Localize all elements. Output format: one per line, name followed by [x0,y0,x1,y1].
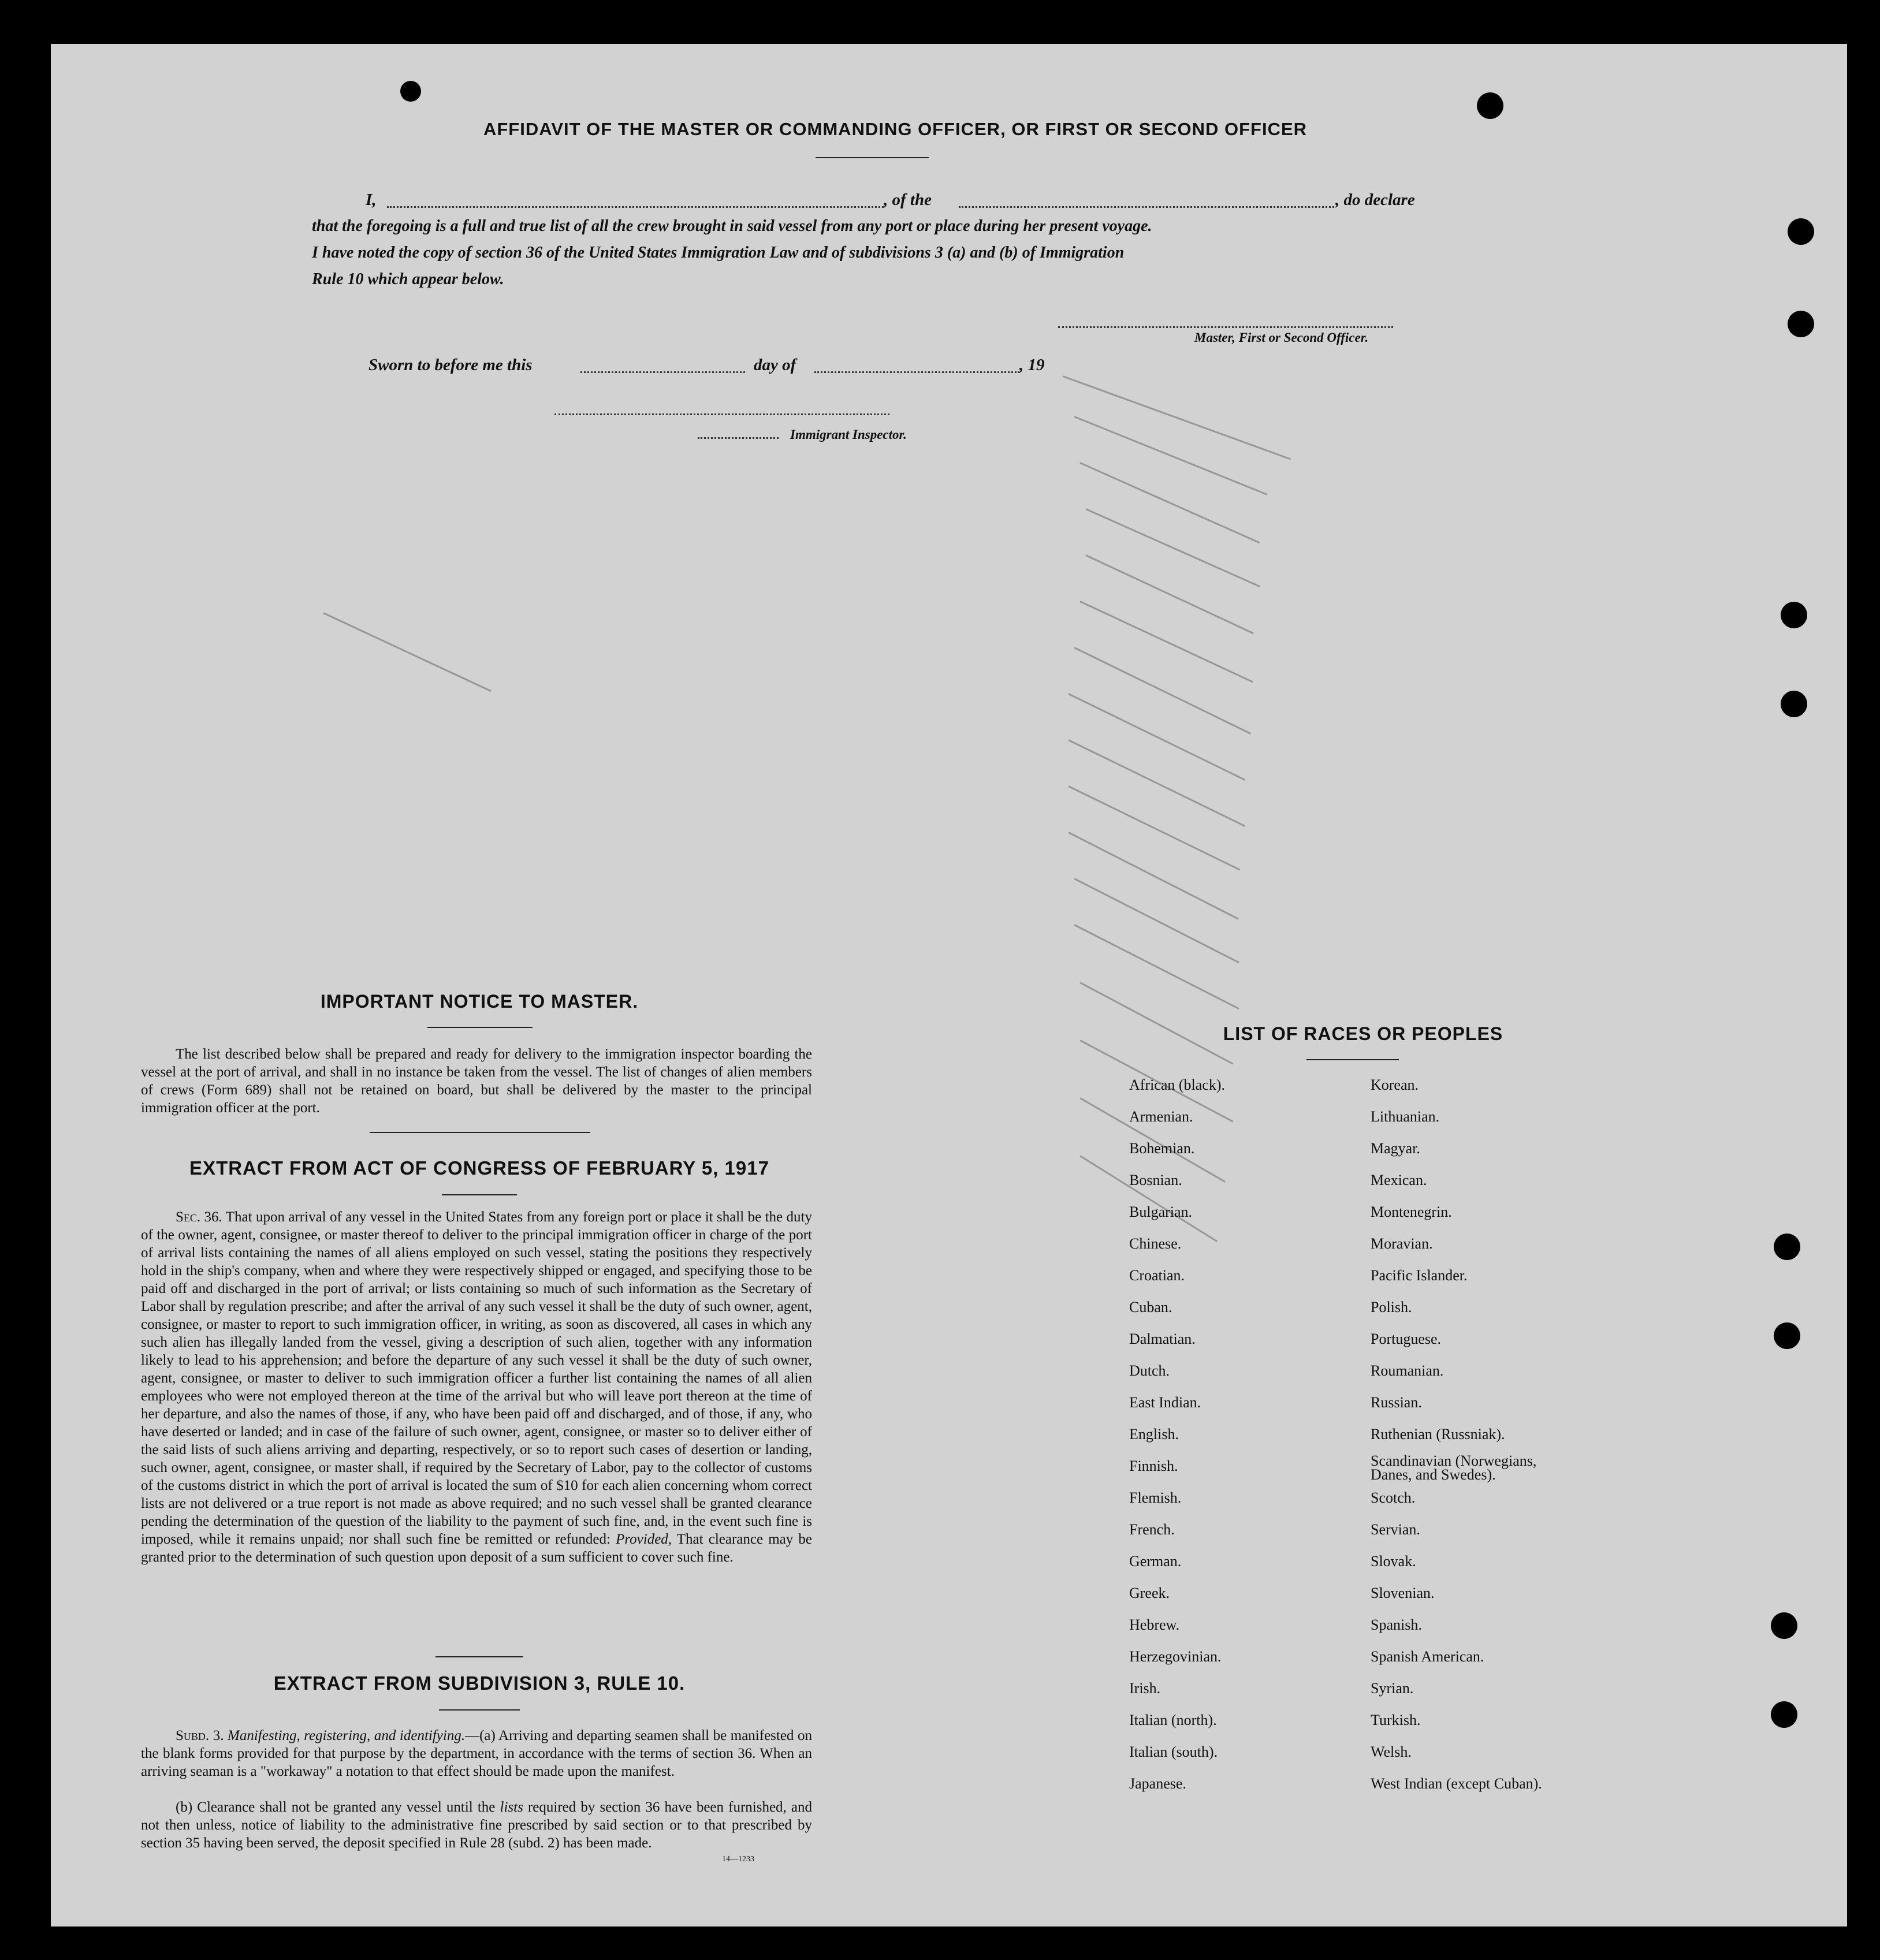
act-title: EXTRACT FROM ACT OF CONGRESS OF FEBRUARY 5, 1917 [189,1157,769,1179]
of-the-label: , of the [884,191,932,209]
race-item: Dutch. [1129,1362,1170,1379]
race-item: Scandinavian (Norwegians, Danes, and Swedes). [1371,1452,1537,1483]
year-label: , 19 [1019,356,1045,374]
act-underline [442,1194,517,1195]
race-item: Bulgarian. [1129,1203,1193,1220]
sworn-day-field[interactable] [580,371,745,373]
para-b-start: (b) Clearance shall not be granted any vessel until the [176,1799,496,1815]
race-item: West Indian (except Cuban). [1371,1775,1542,1792]
act-body [141,1208,812,1566]
race-item: Herzegovinian. [1129,1648,1222,1665]
races-title: LIST OF RACES OR PEOPLES [1223,1023,1503,1044]
do-declare-label: , do declare [1335,191,1415,209]
inspector-label: Immigrant Inspector. [790,427,907,442]
punch-hole [1781,602,1807,628]
race-item: German. [1129,1553,1182,1570]
race-item: Pacific Islander. [1371,1267,1468,1284]
vessel-name-field[interactable] [959,206,1334,208]
race-item: Italian (south). [1129,1743,1218,1760]
race-item: Armenian. [1129,1108,1193,1125]
race-item: Flemish. [1129,1489,1182,1506]
affidavit-line-3: I have noted the copy of section 36 of the United States Immigration Law and of subdivisions 3 (a) and (b) of Immigration [312,244,1125,262]
race-item: East Indian. [1129,1394,1201,1411]
punch-hole [1477,92,1503,119]
race-item: Irish. [1129,1680,1161,1697]
race-item: Spanish American. [1371,1648,1484,1665]
race-item: Lithuanian. [1371,1108,1440,1125]
document-page [51,44,1847,1927]
punch-hole [1788,311,1814,337]
race-item: Korean. [1371,1076,1419,1093]
race-item: Slovenian. [1371,1585,1435,1601]
rule-para-b [141,1798,812,1852]
para-b-end: required by section 36 have been furnished, and not then unless, notice of liability to the administrative fine prescribed by said section or to that prescribed by section 35 having been served, the deposit specified in Rule 28 (subd. 2) has been made. [141,1799,813,1851]
punch-hole [1774,1322,1800,1349]
affidavit-line-2: that the foregoing is a full and true list of all the crew brought in said vessel from any port or place during her present voyage. [312,217,1152,235]
notice-underline [427,1027,533,1028]
race-item: Servian. [1371,1521,1420,1538]
race-item: English. [1129,1426,1179,1443]
race-item: Bosnian. [1129,1172,1182,1188]
subd-label: Subd. 3. [176,1728,224,1743]
race-item: Ruthenian (Russniak). [1371,1426,1505,1443]
inspector-name-field[interactable] [698,437,779,439]
section-36-text: That upon arrival of any vessel in the United States from any foreign port or place it shall be the duty of the owner, agent, consignee, or master thereof to deliver to the principal immigration officer in charge of the port of arrival lists containing the names of all aliens employed on such vessel, stating the positions they respectively hold in the ship's company, when and where they were respectively shipped or engaged, and specifying those to be paid off and discharged in the port of arrival; or lists containing so much of such information as the Secretary of Labor shall by regulation prescribe; and after the arrival of any such vessel it shall be the duty of such owner, agent, consignee, or master to report to such immigration officer, in writing, as soon as discovered, all cases in which any such alien has illegally landed from the vessel, giving a description of such alien, together with any information likely to lead to his apprehension; and before the departure of any such vessel it shall be the duty of such owner, agent, consignee, or master to deliver to such immigration officer a further list containing the names of all alien employees who were not employed thereon at the time of the arrival but who will leave port thereon at the time of her departure, and also the names of those, if any, who have been paid off and discharged, and of those, if any, who have deserted or landed; and in case of the failure of such owner, agent, consignee, or master so to deliver either of the said lists of such aliens arriving and departing, respectively, or so to report such cases of desertion or landing, such owner, agent, consignee, or master shall, if required by the Secretary of Labor, pay to the collector of customs of the customs district in which the port of arrival is located the sum of $10 for each alien concerning whom correct lists are not delivered or a true report is not made as above required; and no such vessel shall be granted clearance pending the determination of the question of the liability to the payment of such fine, and, in the event such fine is imposed, while it remains unpaid; nor shall such fine be remitted or refunded: [141,1209,812,1547]
race-item: Mexican. [1371,1172,1427,1188]
race-item: Greek. [1129,1585,1170,1601]
punch-hole [1771,1612,1797,1639]
race-item: Portuguese. [1371,1331,1442,1347]
race-item: Hebrew. [1129,1616,1180,1633]
notice-body: The list described below shall be prepared and ready for delivery to the immigration inspector boarding the vessel at the port of arrival, and shall in no instance be taken from the vessel. The list of changes of alien members of crews (Form 689) shall not be retained on board, but shall be delivered by the master to the principal immigration officer at the port. [141,1046,812,1116]
punch-hole [1788,218,1814,245]
race-item: Dalmatian. [1129,1331,1196,1347]
affidavit-title: AFFIDAVIT OF THE MASTER OR COMMANDING OFFICER, OR FIRST OR SECOND OFFICER [483,119,1308,139]
race-item: Spanish. [1371,1616,1422,1633]
race-item: Japanese. [1129,1775,1186,1792]
form-number: 14—1233 [722,1855,754,1864]
day-of-label: day of [754,356,796,374]
subd-para-a-text: —(a) Arriving and departing seamen shall be manifested on the blank forms provided for that purpose by the department, in accordance with the terms of section 36. When an arriving seaman is a "workaway" a notation to that effect should be made upon the manifest. [141,1728,812,1779]
punch-hole [1781,691,1807,717]
section-36-proviso: That clearance may be granted prior to the determination of such question upon deposit of a sum sufficient to cover such fine. [141,1532,812,1565]
provided-word: Provided, [616,1532,672,1547]
rule-title: EXTRACT FROM SUBDIVISION 3, RULE 10. [273,1672,686,1694]
subd-heading: Manifesting, registering, and identifying. [228,1728,466,1743]
title-underline [816,157,929,158]
punch-hole [1774,1234,1800,1260]
race-item: Magyar. [1371,1140,1420,1157]
races-underline [1306,1059,1399,1060]
race-item: Roumanian. [1371,1362,1444,1379]
race-item: Italian (north). [1129,1712,1217,1728]
declarant-name-field[interactable] [387,206,884,208]
race-item: Scotch. [1371,1489,1416,1506]
section-36-label: Sec. 36. [176,1209,222,1225]
para-b-lists: lists [500,1799,523,1815]
rule-underline [439,1709,520,1711]
rule-para-a [141,1727,812,1780]
race-item: Polish. [1371,1299,1412,1316]
race-item: Finnish. [1129,1458,1178,1474]
punch-hole [400,81,421,102]
section-divider [370,1132,590,1133]
declarant-label: I, [366,191,377,209]
race-item: Cuban. [1129,1299,1172,1316]
inspector-signature-field[interactable] [554,413,889,415]
race-item: Chinese. [1129,1235,1182,1252]
race-item: French. [1129,1521,1175,1538]
race-item: Moravian. [1371,1235,1433,1252]
race-item: Slovak. [1371,1553,1416,1570]
signature-field[interactable] [1058,326,1393,328]
affidavit-line-4: Rule 10 which appear below. [312,270,504,288]
race-item: Bohemian. [1129,1140,1195,1157]
punch-hole [1771,1701,1797,1728]
sworn-label: Sworn to before me this [368,356,533,374]
sworn-month-field[interactable] [814,371,1019,373]
race-item: Montenegrin. [1371,1203,1452,1220]
notice-title: IMPORTANT NOTICE TO MASTER. [320,991,639,1012]
signature-label: Master, First or Second Officer. [1194,330,1369,345]
race-item: Turkish. [1371,1712,1421,1728]
race-item: African (black). [1129,1076,1226,1093]
rule-divider [435,1656,523,1657]
race-item: Welsh. [1371,1743,1412,1760]
race-item: Croatian. [1129,1267,1185,1284]
race-item: Syrian. [1371,1680,1414,1697]
race-item: Russian. [1371,1394,1422,1411]
